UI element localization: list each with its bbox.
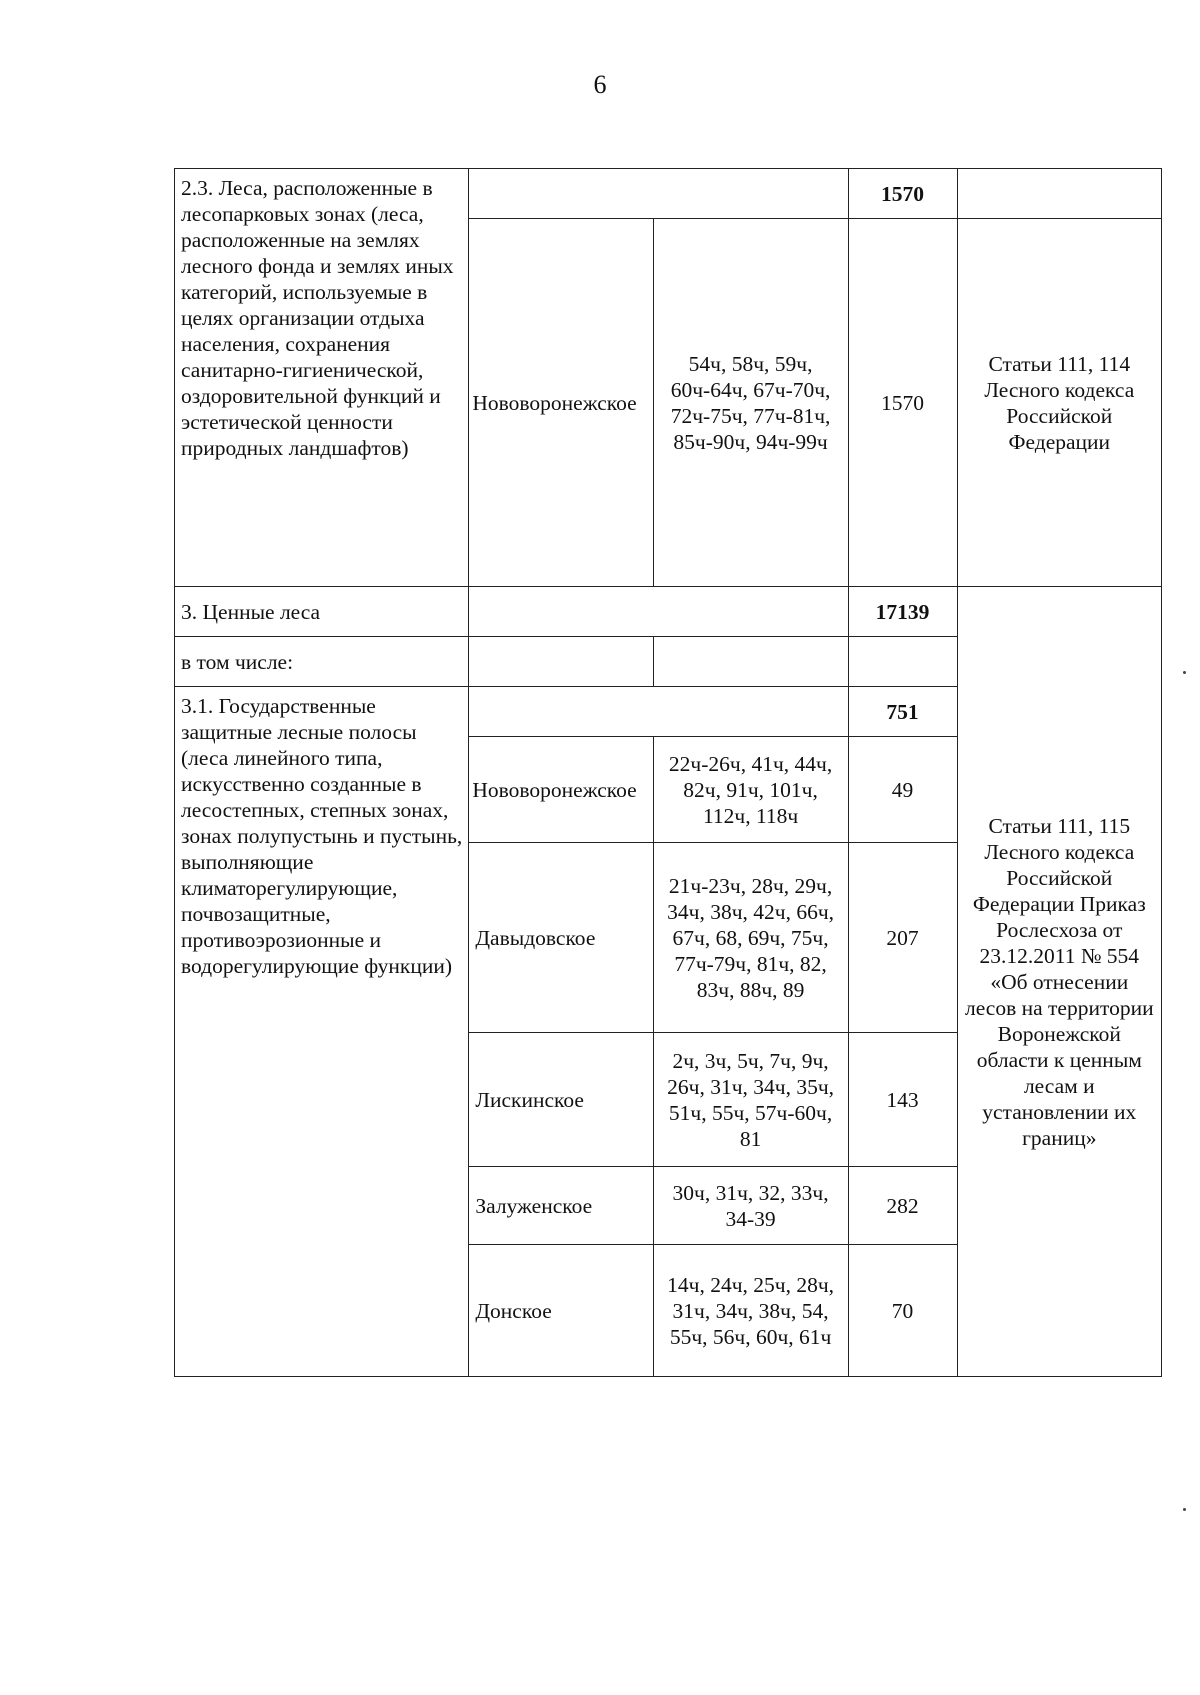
total-cell: 1570 <box>848 169 957 219</box>
empty-cell <box>848 637 957 687</box>
area-cell: 49 <box>848 737 957 843</box>
district-cell: Лискинское <box>469 1033 653 1167</box>
table-row <box>175 169 1162 219</box>
page-number: 6 <box>593 70 607 99</box>
quarters-cell: 30ч, 31ч, 32, 33ч, 34-39 <box>653 1167 848 1245</box>
district-cell: Нововоронежское <box>469 219 653 587</box>
scan-speck <box>1183 671 1186 674</box>
area-cell: 207 <box>848 843 957 1033</box>
district-cell: Донское <box>469 1245 653 1377</box>
district-cell: Давыдовское <box>469 843 653 1033</box>
area-cell: 1570 <box>848 219 957 587</box>
district-cell: Залуженское <box>469 1167 653 1245</box>
empty-cell <box>957 169 1161 219</box>
area-cell: 70 <box>848 1245 957 1377</box>
quarters-cell: 22ч-26ч, 41ч, 44ч, 82ч, 91ч, 101ч, 112ч, 118ч <box>653 737 848 843</box>
empty-cell <box>653 637 848 687</box>
category-cell: 2.3. Леса, расположенные в лесопарковых зонах (леса, расположенные на землях лесного фонда и землях иных категорий, используемые в целях организации отдыха населения, сохранения санитарно-гигиенической, оздоровительной функций и эстетической ценности природных ландшафтов) <box>175 169 469 587</box>
category-cell: 3.1. Государственные защитные лесные полосы (леса линейного типа, искусственно созданные в лесостепных, степных зонах, зонах полупустынь и пустынь, выполняющие климаторегулирующие, почвозащитные, противоэрозионные и водорегулирующие функции) <box>175 687 469 1377</box>
legal-basis-cell: Статьи 111, 114 Лесного кодекса Российской Федерации <box>957 219 1161 587</box>
quarters-cell: 54ч, 58ч, 59ч, 60ч-64ч, 67ч-70ч, 72ч-75ч, 77ч-81ч, 85ч-90ч, 94ч-99ч <box>653 219 848 587</box>
legal-basis-cell: Статьи 111, 115 Лесного кодекса Российской Федерации Приказ Рослесхоза от 23.12.2011 № 554 «Об отнесении лесов на территории Воронежской области к ценным лесам и установлении их границ» <box>957 587 1161 1377</box>
area-cell: 143 <box>848 1033 957 1167</box>
district-cell: Нововоронежское <box>469 737 653 843</box>
empty-cell <box>469 169 848 219</box>
quarters-cell: 21ч-23ч, 28ч, 29ч, 34ч, 38ч, 42ч, 66ч, 67ч, 68, 69ч, 75ч, 77ч-79ч, 81ч, 82, 83ч, 88ч, 89 <box>653 843 848 1033</box>
area-cell: 282 <box>848 1167 957 1245</box>
forest-table <box>174 168 1162 1377</box>
total-cell: 17139 <box>848 587 957 637</box>
scan-speck <box>1183 1508 1186 1511</box>
total-cell: 751 <box>848 687 957 737</box>
quarters-cell: 14ч, 24ч, 25ч, 28ч, 31ч, 34ч, 38ч, 54, 55ч, 56ч, 60ч, 61ч <box>653 1245 848 1377</box>
empty-cell <box>469 687 848 737</box>
empty-cell <box>469 637 653 687</box>
category-cell: 3. Ценные леса <box>175 587 469 637</box>
quarters-cell: 2ч, 3ч, 5ч, 7ч, 9ч, 26ч, 31ч, 34ч, 35ч, 51ч, 55ч, 57ч-60ч, 81 <box>653 1033 848 1167</box>
table-row <box>175 587 1162 637</box>
empty-cell <box>469 587 848 637</box>
category-cell: в том числе: <box>175 637 469 687</box>
